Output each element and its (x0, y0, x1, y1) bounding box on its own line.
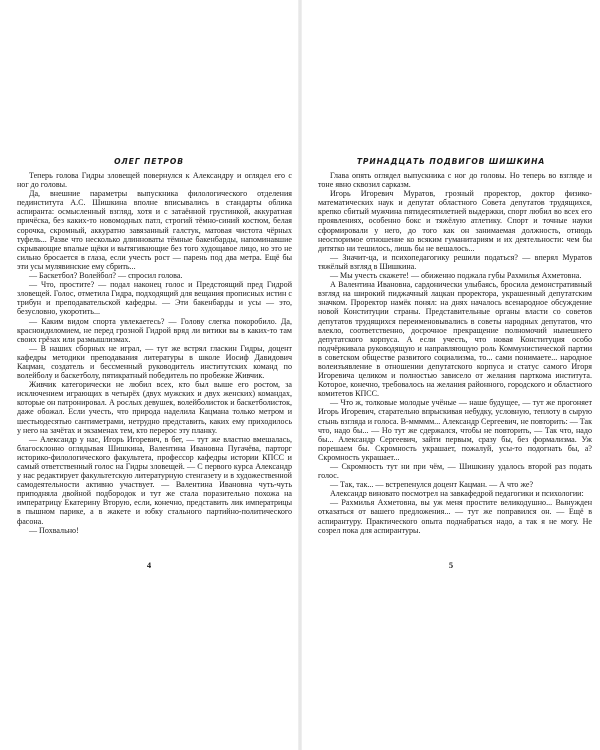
paragraph: — Что, простите? — подал наконец голос и Предстоящий пред Гидрой зловещей. Голос, отметила Гидра, подходящий для вещания прописных истин с трибун и преподавательской кафедры. — Эти бакенбарды и усы — это, безусловно, укоротить... (17, 280, 292, 317)
left-body-text (17, 171, 292, 535)
paragraph: — Рахмилья Ахметовна, вы уж меня простите великодушно... Вынужден отказаться от вашего предложения... — тут же поправился он. — Ещё в аспирантуру. Практического опыта поднабраться надо, а так я не могу. Не созрел пока для аспирантуры. (318, 498, 592, 535)
right-running-header: ТРИНАДЦАТЬ ПОДВИГОВ ШИШКИНА (356, 157, 546, 166)
paragraph: — Значит-ца, и психопедагогику решили податься? — вперял Муратов тяжёлый взгляд в Шишкина. (318, 252, 592, 271)
paragraph: Игорь Игоревич Муратов, грозный проректор, доктор физико-математических наук и депутат областного Совета депутатов трудящихся, крепко сбитый мужчина пятидесятилетней выдержки, спорт любил во всех его проявлениях, особенно бокс и тяжёлую атлетику. Спорт и точные науки сформировали у него, до того как он занимаемая должность, отнюдь неоспоримое отношение ко всяким гуманитариям и их деятельности: чем бы дитятко ни тешилось, лишь бы не вешалось... (318, 189, 592, 253)
paragraph: — Каким видом спорта увлекаетесь? — Голову слегка покоробило. Да, красноидиломием, не перед грозной Гидрой вряд ли витики вы в каких-то там своих грёзах или размышлизмах. (17, 316, 292, 344)
paragraph: — Александр у нас, Игорь Игоревич, в бег, — тут же властно вмешалась, благосклонно оглядывая Шишкина, Валентина Ивановна Пугачёва, парторг историко-филологического факультета, профессор кафедры истории КПСС и самый ответственный голос на Гидры зловещей. — С первого курса Александр у нас редактирует факультетскую литературную стенгазету и в художественной самодеятельности активно участвует. — Валентина Ивановна чуть-чуть приподняла двойной подбородок и тут же стала поразительно похожа на императрицу Екатерину Вторую, если, конечно, представить лик императрицы в пышном парике, а в жакете и юбку стального партийно-политического фасона. (17, 434, 292, 526)
paragraph: — Мы учесть скажете! — обиженно поджала губы Рахмилья Ахметовна. (330, 271, 582, 281)
paragraph: — Скромность тут ни при чём, — Шишкину удалось второй раз подать голос. (318, 462, 592, 481)
paragraph: Теперь голова Гидры зловещей повернулся к Александру и оглядел его с ног до головы. (17, 171, 292, 190)
paragraph: — Баскетбол? Волейбол? — спросил голова. (29, 271, 183, 281)
left-page (0, 0, 298, 750)
right-body-text (318, 171, 592, 535)
paragraph: А Валентина Ивановна, сардонически улыбаясь, бросила демонстративный взгляд на широкий пиджачный лацкан проректора, украшенный депутатским значком. Проректор намёк понял: на днях началось всенародное обсуждение новой Конституции страны. Представительные органы власти со советов депутатов трудящихся переименовывались в советы народных депутатов, что влекло, соответственно, досрочное прекращение полномочий нынешнего депутатского корпуса. А если учесть, что новая Конституция особо подчёркивала руководящую и направляющую роль Коммунистической партии в советском обществе развитого социализма, то... сами понимаете... народное волеизъявление в отношении депутатского корпуса и статус самого Игоря Игоревича целиком и полностью зависело от желания парткома института. Которое, конечно, требовалось на желания районного, городского и областного комитетов КПСС. (318, 280, 592, 399)
paragraph: — Похвально! (29, 525, 79, 535)
left-running-header: ОЛЕГ ПЕТРОВ (114, 157, 184, 166)
paragraph: Александр виновато посмотрел на завкафедрой педагогики и психологии: (330, 489, 584, 499)
paragraph: Глава опять оглядел выпускника с ног до головы. Но теперь во взгляде и тоне явно сквозил сарказм. (318, 171, 592, 190)
paragraph: Да, внешние параметры выпускника филологического отделения пединститута А.С. Шишкина вполне вписывались в стандарты облика аспиранта: осмысленный взгляд, хотя и с затаённой грустинкой, аккуратная причёска, без каких-то новомодных патл, строгий тёмно-синий костюм, белая сорочка, скромный, аккуратно завязанный галстук, матовая чистота чёрных туфель... Разве что несколько длинноваты тёмные бакенбарды, напоминавшие скрывающие впалые щёки и вытягивающие без того худощавое лицо, но это не сильно бросается в глаза, если учесть рост — парень под два метра. Ещё бы эти усы мулявинские ему сбрить... (17, 189, 292, 271)
right-page (302, 0, 600, 750)
paragraph: Живчик категорически не любил всех, кто был выше его ростом, за исключением играющих в четырёх (двух мужских и двух женских) командах, которые он патронировал. А рослых девушек, волейболисток и баскетболисток, даже обожал. Если учесть, что природа наделила Кацмана только метром и шестьюдесятью сантиметрами, нетрудно представить, каких ему приходилось у него на зачётах и экзаменах тем, кто перерос эту планку. (17, 380, 292, 435)
left-page-number: 4 (146, 560, 152, 570)
paragraph: — В наших сборных не играл, — тут же встрял гласкин Гидры, доцент кафедры методики преподавания литературы в школе Иосиф Давидович Кацман, создатель и бессменный руководитель институтских команд по волейболу и баскетболу, пятикратный победитель по пробежке Живчик. (17, 343, 292, 381)
right-page-number: 5 (448, 560, 454, 570)
paragraph: — Что ж, толковые молодые учёные — наше будущее, — тут же прогоняет Игорь Игоревич, старательно впрыскивая небудку, условную, теплоту в сырую стынь взгляда и голоса. В-ммммм... Александр Сергеевич, не повторить: — Так что, надо бы... — Но тут же сдержался, чтобы не повторить, — Так что, надо бы... Александр Сергеевич, зайти первым, сразу бы, без формализма. Уж порешаем бы. Скромность украшает, пожалуй, усы-то подогнать бы, а? Скромность украшает... (318, 398, 592, 462)
paragraph: — Так, так... — встрепенулся доцент Кацман. — А что же? (330, 480, 534, 490)
